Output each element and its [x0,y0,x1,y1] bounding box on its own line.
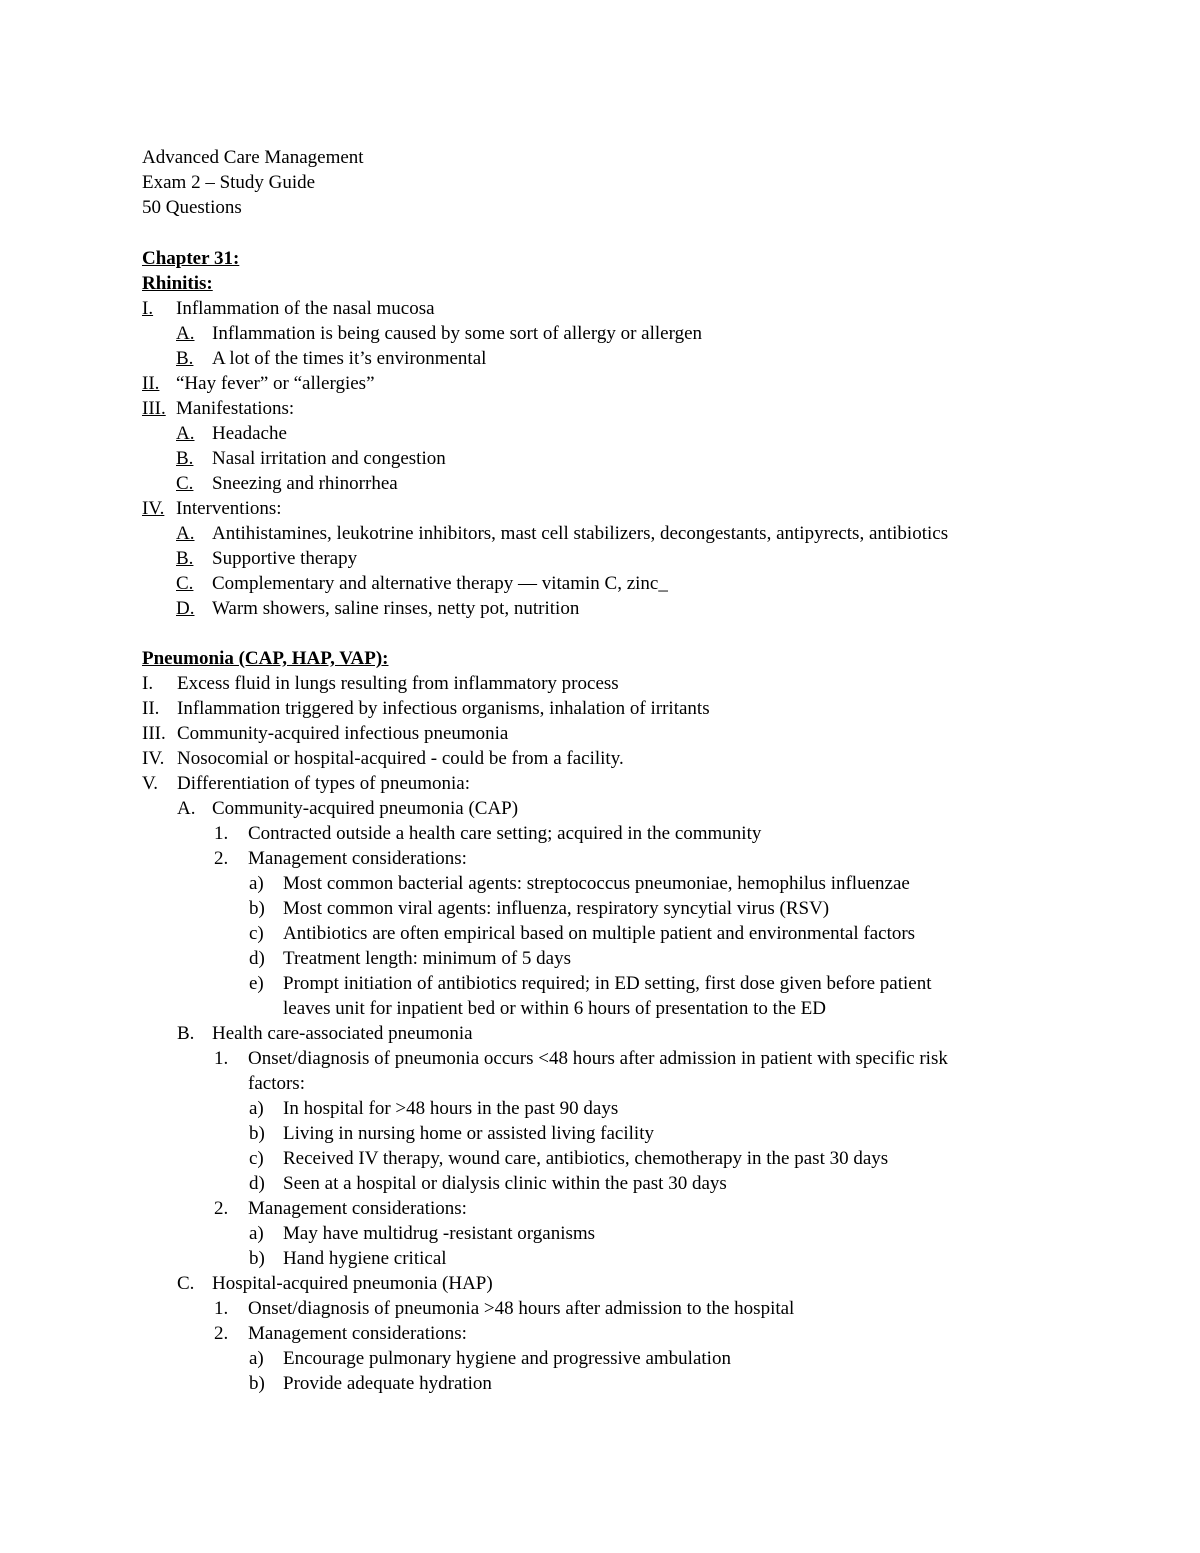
list-item [176,571,668,596]
list-marker: I. [142,673,154,694]
list-item [249,1371,492,1396]
list-marker: A. [176,423,195,444]
list-text: Differentiation of types of pneumonia: [177,773,471,794]
list-marker: A. [176,323,195,344]
list-marker: a) [249,1098,264,1119]
list-text: May have multidrug -resistant organisms [283,1223,596,1244]
list-marker: b) [249,1123,265,1144]
list-item [177,1021,473,1046]
list-item [142,696,710,721]
list-marker: A. [177,798,196,819]
list-text: Nosocomial or hospital-acquired - could be from a facility. [177,748,624,769]
list-marker: d) [249,948,265,969]
list-text: Seen at a hospital or dialysis clinic within the past 30 days [283,1173,727,1194]
list-item [249,871,910,896]
rhinitis-heading: Rhinitis: [142,273,213,294]
list-text: Provide adequate hydration [283,1373,492,1394]
list-item [249,921,915,946]
list-item [249,896,829,921]
list-item [249,1171,727,1196]
list-item [176,421,287,446]
list-marker: b) [249,1248,265,1269]
list-marker: C. [177,1273,195,1294]
list-marker: B. [176,548,194,569]
list-text: Onset/diagnosis of pneumonia >48 hours after admission to the hospital [248,1298,795,1319]
list-text: Contracted outside a health care setting; acquired in the community [248,823,762,844]
list-item [142,396,294,421]
list-item [142,671,619,696]
list-text: Sneezing and rhinorrhea [212,473,398,494]
list-item [176,471,398,496]
list-marker: e) [249,973,264,994]
list-item [249,1121,654,1146]
list-item [142,771,470,796]
list-text: In hospital for >48 hours in the past 90 days [283,1098,619,1119]
list-marker: 1. [214,1298,229,1319]
list-marker: V. [142,773,159,794]
list-item [176,446,446,471]
list-text: Complementary and alternative therapy — vitamin C, zinc_ [212,573,668,594]
list-item [177,1271,493,1296]
list-text: Inflammation of the nasal mucosa [176,298,435,319]
list-marker: b) [249,1373,265,1394]
list-item [142,371,375,396]
list-marker: I. [142,298,154,319]
list-marker: IV. [142,498,165,519]
list-text: Manifestations: [176,398,295,419]
list-text: Management considerations: [248,848,467,869]
list-marker: c) [249,923,264,944]
list-text: Living in nursing home or assisted living facility [283,1123,654,1144]
list-text: Antihistamines, leukotrine inhibitors, mast cell stabilizers, decongestants, antipyrects, antibiotics [212,523,949,544]
list-marker: II. [142,373,160,394]
list-text: Warm showers, saline rinses, netty pot, nutrition [212,598,580,619]
list-text: Hospital-acquired pneumonia (HAP) [212,1273,493,1294]
list-item [249,1346,731,1371]
list-text: leaves unit for inpatient bed or within 6 hours of presentation to the ED [283,998,826,1019]
list-text: Interventions: [176,498,282,519]
list-item [249,1096,618,1121]
list-marker: c) [249,1148,264,1169]
list-marker: 1. [214,1048,229,1069]
list-marker: a) [249,1223,264,1244]
list-text: Encourage pulmonary hygiene and progressive ambulation [283,1348,731,1369]
list-item [142,746,624,771]
list-item [214,821,761,846]
list-marker: III. [142,723,166,744]
list-marker: 2. [214,1323,229,1344]
list-text: Management considerations: [248,1323,467,1344]
list-item [176,346,486,371]
list-text: factors: [248,1073,305,1094]
list-text: Prompt initiation of antibiotics required; in ED setting, first dose given before patient [283,973,932,994]
list-text: A lot of the times it’s environmental [212,348,487,369]
list-item [176,596,579,621]
list-text: Health care-associated pneumonia [212,1023,473,1044]
list-text: Headache [212,423,287,444]
list-item [176,521,948,546]
list-item [249,971,932,996]
list-text: Received IV therapy, wound care, antibiotics, chemotherapy in the past 30 days [283,1148,889,1169]
list-marker: B. [177,1023,195,1044]
list-text: Nasal irritation and congestion [212,448,446,469]
list-item [214,1046,948,1071]
list-item [142,721,508,746]
list-item [214,1296,794,1321]
list-text: Inflammation is being caused by some sort of allergy or allergen [212,323,703,344]
list-item-continuation [214,1071,305,1096]
list-text: Antibiotics are often empirical based on multiple patient and environmental factors [283,923,916,944]
list-item [142,496,282,521]
list-text: Community-acquired pneumonia (CAP) [212,798,519,819]
list-marker: a) [249,1348,264,1369]
list-text: Inflammation triggered by infectious organisms, inhalation of irritants [177,698,710,719]
list-marker: III. [142,398,166,419]
list-text: “Hay fever” or “allergies” [176,373,375,394]
list-marker: 2. [214,848,229,869]
question-count: 50 Questions [142,197,242,218]
list-item [214,1196,467,1221]
list-item [249,1146,888,1171]
list-marker: B. [176,348,194,369]
list-text: Onset/diagnosis of pneumonia occurs <48 hours after admission in patient with specific risk [248,1048,948,1069]
list-marker: a) [249,873,264,894]
list-item [177,796,518,821]
list-marker: D. [176,598,195,619]
list-marker: C. [176,473,194,494]
list-text: Community-acquired infectious pneumonia [177,723,509,744]
list-item [249,1246,447,1271]
list-item [142,296,435,321]
list-item [249,946,571,971]
list-text: Most common viral agents: influenza, respiratory syncytial virus (RSV) [283,898,830,919]
list-marker: 2. [214,1198,229,1219]
list-text: Treatment length: minimum of 5 days [283,948,571,969]
exam-title: Exam 2 – Study Guide [142,172,316,193]
course-title: Advanced Care Management [142,147,364,168]
list-item [249,1221,595,1246]
list-item [176,321,702,346]
list-text: Excess fluid in lungs resulting from inflammatory process [177,673,619,694]
list-text: Supportive therapy [212,548,358,569]
list-text: Most common bacterial agents: streptococcus pneumoniae, hemophilus influenzae [283,873,910,894]
list-marker: 1. [214,823,229,844]
pneumonia-heading: Pneumonia (CAP, HAP, VAP): [142,648,389,669]
list-text: Management considerations: [248,1198,467,1219]
list-item [214,846,467,871]
list-marker: b) [249,898,265,919]
list-marker: d) [249,1173,265,1194]
list-marker: B. [176,448,194,469]
chapter-heading: Chapter 31: [142,248,240,269]
list-item [214,1321,467,1346]
list-marker: II. [142,698,160,719]
list-text: Hand hygiene critical [283,1248,447,1269]
list-marker: IV. [142,748,165,769]
list-marker: A. [176,523,195,544]
list-item [176,546,357,571]
list-marker: C. [176,573,194,594]
list-item-continuation [249,996,826,1021]
